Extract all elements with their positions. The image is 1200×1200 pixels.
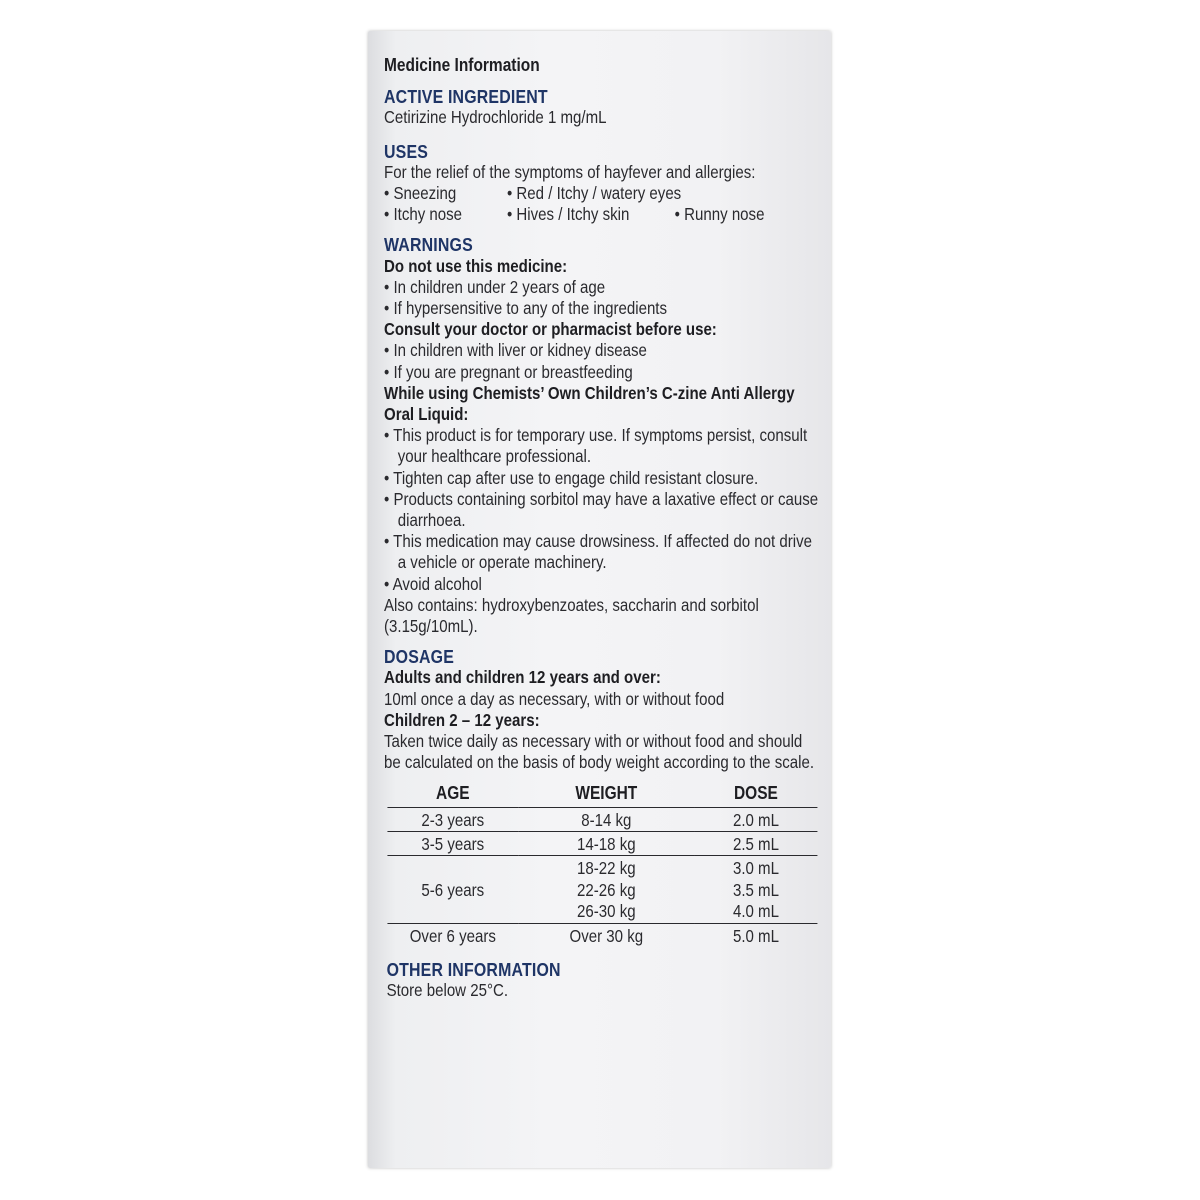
- list-item: • Runny nose: [674, 204, 765, 225]
- weight-value: 22-26 kg: [577, 879, 636, 900]
- while-using-subheading-line-2: Oral Liquid:: [384, 404, 469, 425]
- table-cell-dose: 2.0 mL: [694, 807, 817, 831]
- dosage-heading: DOSAGE: [384, 646, 454, 668]
- uses-row-2: [384, 204, 820, 225]
- table-cell-age: 2-3 years: [387, 807, 518, 831]
- table-cell-dose: [694, 856, 817, 924]
- table-header-dose: DOSE: [694, 783, 817, 808]
- children-subheading: Children 2 – 12 years:: [384, 709, 540, 730]
- list-item: • In children under 2 years of age: [384, 276, 606, 297]
- do-not-use-subheading: Do not use this medicine:: [384, 255, 568, 276]
- table-cell-dose: 2.5 mL: [694, 831, 817, 855]
- dose-value: 3.5 mL: [732, 879, 779, 900]
- table-header-age: AGE: [387, 783, 518, 808]
- consult-subheading: Consult your doctor or pharmacist before use:: [384, 319, 717, 340]
- medicine-information: [384, 55, 820, 1001]
- children-text: Taken twice daily as necessary with or without food and should be calculated on the basis of body weight according to the scale.: [384, 731, 815, 773]
- table-row: [387, 923, 817, 947]
- list-item: • Tighten cap after use to engage child resistant closure.: [384, 467, 759, 488]
- list-item: • Products containing sorbitol may have a laxative effect or cause diarrhoea.: [384, 488, 819, 531]
- table-cell-weight: 14-18 kg: [518, 831, 694, 855]
- table-cell-weight: [518, 856, 694, 924]
- list-item: • If hypersensitive to any of the ingredients: [384, 298, 668, 319]
- list-item: • Hives / Itchy skin: [506, 204, 630, 225]
- active-ingredient-text: Cetirizine Hydrochloride 1 mg/mL: [384, 107, 607, 128]
- table-cell-weight: 8-14 kg: [518, 807, 694, 831]
- other-information-heading: OTHER INFORMATION: [386, 958, 561, 980]
- list-item: • This product is for temporary use. If symptoms persist, consult your healthcare professional.: [384, 425, 808, 467]
- while-using-subheading-line-1: While using Chemists’ Own Children’s C-zine Anti Allergy: [384, 382, 795, 403]
- list-item: • Sneezing: [384, 183, 457, 204]
- table-row: [387, 807, 817, 831]
- list-item: • In children with liver or kidney disease: [384, 340, 647, 361]
- list-item: • Red / Itchy / watery eyes: [506, 183, 682, 204]
- adults-text: 10ml once a day as necessary, with or without food: [384, 688, 725, 709]
- table-cell-age: 5-6 years: [387, 856, 518, 924]
- list-item: • Itchy nose: [384, 204, 463, 225]
- dose-value: 4.0 mL: [732, 901, 779, 922]
- list-item: • This medication may cause drowsiness. If affected do not drive a vehicle or operate machinery.: [384, 531, 813, 573]
- list-item: • Avoid alcohol: [384, 573, 482, 594]
- active-ingredient-heading: ACTIVE INGREDIENT: [384, 86, 548, 108]
- uses-heading: USES: [384, 140, 429, 162]
- other-information-text: Store below 25°C.: [386, 980, 509, 1001]
- table-cell-age: 3-5 years: [387, 831, 518, 855]
- table-row: [387, 856, 817, 924]
- weight-value: 26-30 kg: [577, 901, 636, 922]
- page-title: Medicine Information: [384, 55, 540, 75]
- table-header-weight: WEIGHT: [518, 783, 694, 808]
- list-item: • If you are pregnant or breastfeeding: [384, 361, 633, 382]
- weight-value: 18-22 kg: [577, 858, 636, 879]
- dose-value: 3.0 mL: [732, 858, 779, 879]
- adults-subheading: Adults and children 12 years and over:: [384, 667, 661, 688]
- table-cell-weight: Over 30 kg: [569, 925, 644, 946]
- also-contains-text: Also contains: hydroxybenzoates, saccharin and sorbitol (3.15g/10mL).: [384, 594, 759, 637]
- table-cell-dose: 5.0 mL: [732, 925, 779, 946]
- uses-intro: For the relief of the symptoms of hayfever and allergies:: [384, 161, 756, 182]
- dosage-table: [387, 783, 817, 947]
- warnings-heading: WARNINGS: [384, 234, 473, 256]
- table-cell-age: Over 6 years: [409, 925, 496, 946]
- table-row: [387, 831, 817, 855]
- uses-row-1: [384, 183, 820, 204]
